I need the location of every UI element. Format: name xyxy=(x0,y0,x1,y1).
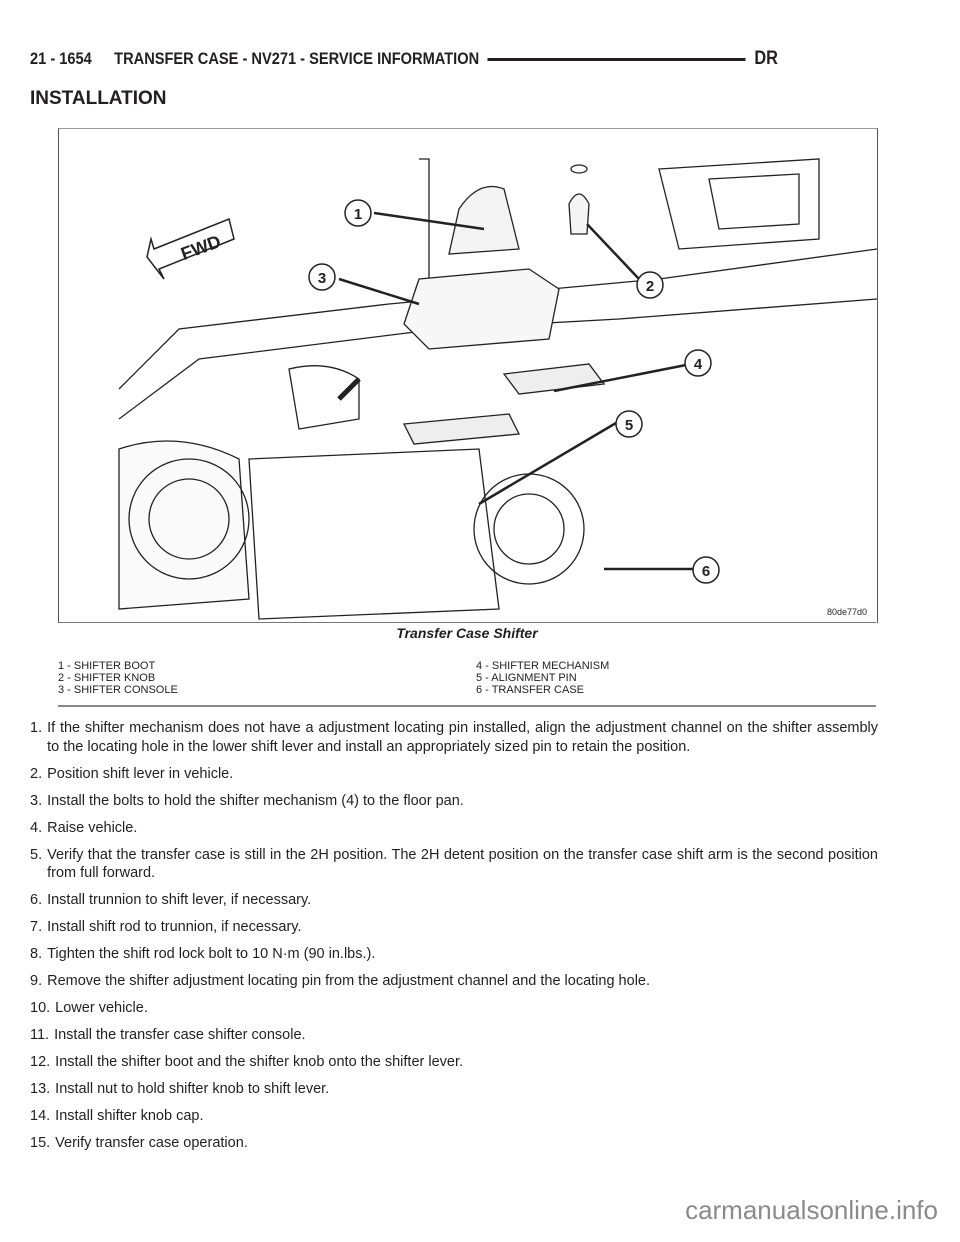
step-item xyxy=(30,819,878,838)
step-item xyxy=(30,719,878,756)
shifter-mechanism xyxy=(504,364,604,394)
section-title: INSTALLATION xyxy=(30,88,167,109)
callout-2 xyxy=(637,272,663,298)
step-number: 4. xyxy=(30,819,43,836)
step-text: Verify transfer case operation. xyxy=(55,1135,248,1151)
page-number: 21 - 1654 xyxy=(30,49,92,68)
step-item xyxy=(30,891,878,910)
callout-1 xyxy=(345,200,371,226)
header-rule xyxy=(488,58,746,61)
step-item xyxy=(30,1134,878,1153)
knob-cap xyxy=(571,165,587,173)
step-text: Install the transfer case shifter console. xyxy=(54,1027,306,1043)
step-item xyxy=(30,1080,878,1099)
legend-item: 1 - SHIFTER BOOT xyxy=(58,660,156,672)
shifter-knob xyxy=(569,194,589,234)
step-text: Install shift rod to trunnion, if necessary. xyxy=(47,919,302,935)
shifter-illustration xyxy=(59,129,877,623)
legend-right xyxy=(476,660,609,696)
callout-number: 1 xyxy=(353,206,363,223)
step-text: Raise vehicle. xyxy=(47,819,138,836)
trans-shifter-boot xyxy=(289,366,359,429)
figure-transfer-case-shifter xyxy=(58,128,878,623)
figure-id: 80de77d0 xyxy=(826,607,867,617)
shifter-console xyxy=(404,269,559,349)
callout-line-2 xyxy=(587,224,639,279)
step-text: Tighten the shift rod lock bolt to 10 N·m (90 in.lbs.). xyxy=(47,946,376,962)
step-number: 1. xyxy=(30,720,43,736)
legend-item: 3 - SHIFTER CONSOLE xyxy=(58,684,178,696)
step-text: Verify that the transfer case is still in the 2H position. The 2H detent position on the transfer case shift arm is the second position from full forward. xyxy=(47,846,878,881)
step-number: 6. xyxy=(30,892,43,908)
step-number: 3. xyxy=(30,792,43,809)
step-item xyxy=(30,1053,878,1072)
transfer-case-inner xyxy=(494,494,564,564)
legend-item: 4 - SHIFTER MECHANISM xyxy=(476,660,610,672)
fwd-label: FWD xyxy=(178,231,224,264)
figure-divider xyxy=(58,622,876,623)
callout-6 xyxy=(693,557,719,583)
callout-5 xyxy=(616,411,642,437)
transmission-housing xyxy=(119,441,249,609)
step-number: 2. xyxy=(30,765,43,782)
step-item xyxy=(30,972,878,991)
step-text: Install nut to hold shifter knob to shift lever. xyxy=(55,1081,330,1097)
step-item xyxy=(30,792,878,811)
step-item xyxy=(30,846,878,883)
step-number: 7. xyxy=(30,919,43,935)
step-text: Install the bolts to hold the shifter mechanism (4) to the floor pan. xyxy=(47,792,464,809)
model-code: DR xyxy=(754,48,778,69)
step-item xyxy=(30,945,878,964)
step-item xyxy=(30,918,878,937)
step-item xyxy=(30,1107,878,1126)
legend-divider xyxy=(58,705,876,707)
step-number: 10. xyxy=(30,1000,51,1016)
callout-number: 4 xyxy=(693,356,703,373)
watermark: carmanualsonline.info xyxy=(685,1195,938,1225)
step-text: Install trunnion to shift lever, if necessary. xyxy=(47,892,312,908)
trans-shift-lever xyxy=(339,379,359,399)
page-header xyxy=(30,46,890,72)
step-number: 5. xyxy=(30,846,43,863)
step-item xyxy=(30,1026,878,1045)
callout-4 xyxy=(685,350,711,376)
floor-panel xyxy=(709,174,799,229)
shifter-base xyxy=(404,414,519,444)
floor-panel xyxy=(659,159,819,249)
step-number: 13. xyxy=(30,1081,51,1097)
step-number: 9. xyxy=(30,973,43,989)
step-text: Lower vehicle. xyxy=(55,1000,148,1016)
step-number: 11. xyxy=(30,1027,50,1043)
step-text: Position shift lever in vehicle. xyxy=(47,765,234,782)
callout-number: 6 xyxy=(701,563,711,580)
header-title: TRANSFER CASE - NV271 - SERVICE INFORMATION xyxy=(114,49,480,68)
legend-item: 6 - TRANSFER CASE xyxy=(476,684,584,696)
callout-3 xyxy=(309,264,335,290)
step-number: 8. xyxy=(30,946,43,962)
step-text: Remove the shifter adjustment locating pin from the adjustment channel and the locating hole. xyxy=(47,973,651,989)
fwd-arrow-icon xyxy=(147,219,234,279)
callout-number: 2 xyxy=(645,278,655,295)
callout-number: 5 xyxy=(624,417,634,434)
shifter-boot xyxy=(449,187,519,255)
callout-line-3 xyxy=(339,279,419,304)
figure-caption: Transfer Case Shifter xyxy=(396,625,538,641)
step-number: 12. xyxy=(30,1054,51,1070)
callout-number: 3 xyxy=(317,270,327,287)
step-item xyxy=(30,999,878,1018)
legend-item: 5 - ALIGNMENT PIN xyxy=(476,672,577,684)
installation-steps xyxy=(30,719,878,1161)
legend-left xyxy=(58,660,178,696)
step-item xyxy=(30,765,878,784)
step-number: 14. xyxy=(30,1108,51,1124)
step-text: If the shifter mechanism does not have a adjustment locating pin installed, align the adjustment channel on the shifter assembly to the locating hole in the lower shift lever and install an appropriately sized pin to retain the position. xyxy=(47,720,878,755)
step-text: Install the shifter boot and the shifter knob onto the shifter lever. xyxy=(55,1054,464,1070)
transmission-body xyxy=(249,449,499,619)
transfer-case-housing xyxy=(474,474,584,584)
step-text: Install shifter knob cap. xyxy=(55,1108,204,1124)
step-number: 15. xyxy=(30,1135,51,1151)
legend-item: 2 - SHIFTER KNOB xyxy=(58,672,156,684)
